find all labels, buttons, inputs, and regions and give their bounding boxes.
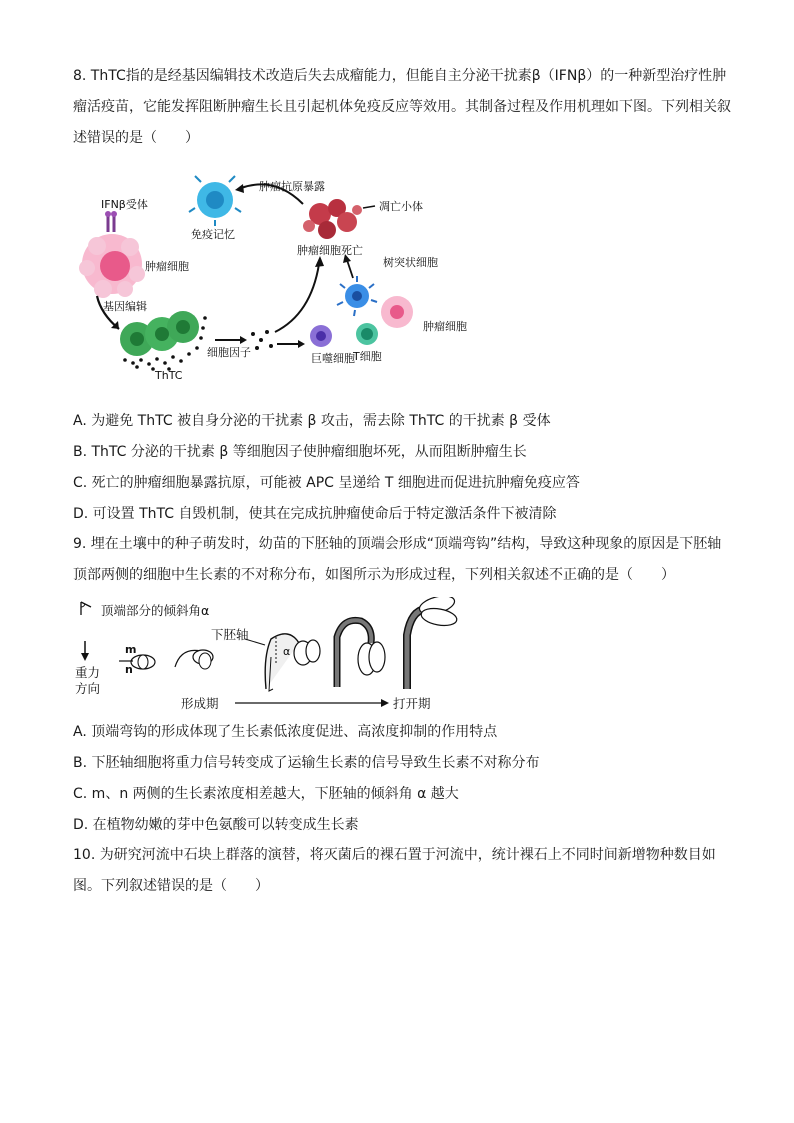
- macrophage-icon: [310, 325, 332, 347]
- q9-stem: 9. 埋在土壤中的种子萌发时，幼苗的下胚轴的顶端会形成“顶端弯钩”结构，导致这种现象的原因是下胚轴顶部两侧的细胞中生长素的不对称分布，如图所示为形成过程，下列相关叙述不正确的是（ ）: [73, 536, 722, 583]
- q8-option-c: C. 死亡的肿瘤细胞暴露抗原，可能被 APC 呈递给 T 细胞进而促进抗肿瘤免疫应答: [73, 475, 580, 491]
- tumor-cell-right-label: 肿瘤细胞: [423, 320, 467, 333]
- seedling-stage4-icon: [337, 620, 385, 687]
- q9-option-b: B. 下胚轴细胞将重力信号转变成了运输生长素的信号导致生长素不对称分布: [73, 755, 540, 771]
- tilt-angle-label: 顶端部分的倾斜角α: [101, 603, 210, 618]
- seedling-stage3-icon: [265, 634, 320, 691]
- q9-figure: [73, 597, 493, 715]
- dendritic-cell-icon: [337, 276, 377, 316]
- apoptotic-body-icon: [303, 199, 362, 239]
- gravity-label-1: 重力: [75, 665, 101, 680]
- seedling-stage2-icon: [175, 650, 213, 669]
- gene-editing-label: 基因编辑: [103, 300, 147, 313]
- t-cell-icon: [356, 323, 378, 345]
- cytokine-label: 细胞因子: [207, 346, 251, 359]
- m-label: m: [125, 643, 137, 656]
- apoptotic-body-label: 凋亡小体: [379, 200, 423, 213]
- dendritic-cell-label-text: 树突状细胞: [383, 256, 438, 269]
- formation-label: 形成期: [181, 696, 219, 711]
- q10-stem: 10. 为研究河流中石块上群落的演替，将灭菌后的裸石置于河流中，统计裸石上不同时间新增物种数目如图。下列叙述错误的是（ ）: [73, 847, 716, 894]
- q8-option-b: B. ThTC 分泌的干扰素 β 等细胞因子使肿瘤细胞坏死，从而阻断肿瘤生长: [73, 444, 527, 460]
- tilt-angle-icon: [81, 602, 91, 615]
- tumor-cell-right-icon: [381, 296, 413, 328]
- seedling-stage5-icon: [407, 597, 458, 689]
- q9-option-c: C. m、n 两侧的生长素浓度相差越大，下胚轴的倾斜角 α 越大: [73, 786, 459, 802]
- memory-cell-icon: [189, 176, 241, 226]
- opening-label: 打开期: [393, 696, 431, 711]
- hypocotyl-label: 下胚轴: [211, 627, 249, 642]
- dendritic-cell-label: [383, 255, 438, 269]
- ifn-receptor-icon: [105, 211, 117, 232]
- tumor-cell-icon: [79, 234, 145, 298]
- q9-option-a: A. 顶端弯钩的形成体现了生长素低浓度促进、高浓度抑制的作用特点: [73, 724, 498, 740]
- ifn-receptor-label: IFNβ受体: [101, 198, 148, 211]
- cytokine-dots: [251, 330, 273, 350]
- tumor-death-label: 肿瘤细胞死亡: [297, 244, 363, 257]
- thtc-cells-icon: [120, 311, 207, 371]
- antigen-exposure-label: 肿瘤抗原暴露: [259, 180, 325, 193]
- immune-memory-label: 免疫记忆: [191, 228, 235, 241]
- alpha-label: α: [283, 645, 291, 658]
- thtc-label: ThTC: [155, 369, 183, 382]
- n-label: n: [125, 663, 133, 676]
- q8-stem: 8. ThTC指的是经基因编辑技术改造后失去成瘤能力，但能自主分泌干扰素β（IFNβ）的一种新型治疗性肿瘤活疫苗，它能发挥阻断肿瘤生长且引起机体免疫反应等效用。其制备过程及作用机理如下图。下列相关叙述错误的是（ ）: [73, 68, 731, 146]
- gravity-label-2: 方向: [75, 681, 101, 696]
- t-cell-label: T细胞: [353, 350, 382, 363]
- tumor-cell-label: 肿瘤细胞: [145, 260, 189, 273]
- q8-figure: [75, 164, 475, 384]
- q8-option-d: D. 可设置 ThTC 自毁机制，使其在完成抗肿瘤使命后于特定激活条件下被清除: [73, 506, 557, 522]
- q8-option-a: A. 为避免 ThTC 被自身分泌的干扰素 β 攻击，需去除 ThTC 的干扰素 β 受体: [73, 413, 551, 429]
- macrophage-label: 巨噬细胞: [311, 352, 355, 365]
- q9-option-d: D. 在植物幼嫩的芽中色氨酸可以转变成生长素: [73, 817, 359, 833]
